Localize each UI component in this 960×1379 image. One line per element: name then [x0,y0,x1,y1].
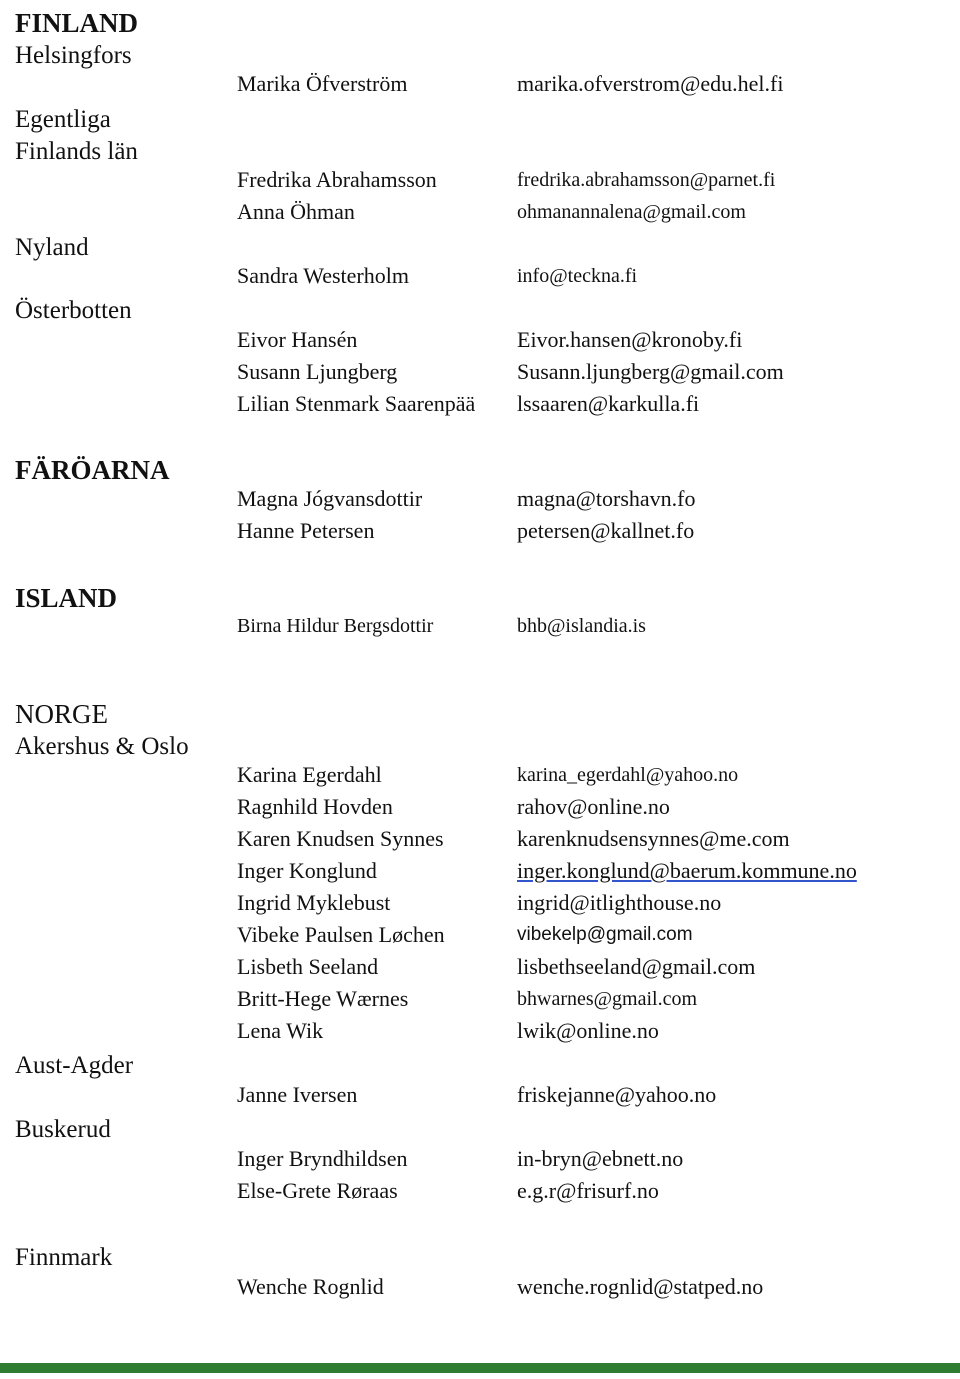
contact-name: Sandra Westerholm [237,263,409,288]
contact-name: Anna Öhman [237,199,355,224]
contact-email[interactable]: karina_egerdahl@yahoo.no [517,764,739,786]
country-heading-iceland: ISLAND [15,583,118,613]
contact-email[interactable]: e.g.r@frisurf.no [517,1178,659,1203]
contact-name: Eivor Hansén [237,327,358,352]
region-label: Egentliga [15,106,111,133]
region-label: Österbotten [15,297,132,324]
contact-email[interactable]: petersen@kallnet.fo [517,518,695,543]
region-label: Akershus & Oslo [15,733,189,760]
contact-name: Else-Grete Røraas [237,1178,398,1203]
contact-name: Inger Bryndhildsen [237,1146,408,1171]
contact-email[interactable]: lisbethseeland@gmail.com [517,954,756,979]
contact-email[interactable]: vibekelp@gmail.com [517,924,693,945]
country-heading-faroes: FÄRÖARNA [15,455,170,485]
contact-name: Britt-Hege Wærnes [237,986,409,1011]
contact-name: Lisbeth Seeland [237,954,379,979]
region-label: Buskerud [15,1116,111,1143]
contact-name: Hanne Petersen [237,518,375,543]
contact-email[interactable]: rahov@online.no [517,794,670,819]
contact-email[interactable]: in-bryn@ebnett.no [517,1146,684,1171]
contact-email[interactable]: wenche.rognlid@statped.no [517,1274,764,1299]
region-label: Nyland [15,234,89,261]
contact-email[interactable]: ohmanannalena@gmail.com [517,201,746,223]
contact-name: Karen Knudsen Synnes [237,826,444,851]
contact-email[interactable]: bhwarnes@gmail.com [517,988,698,1010]
contact-email[interactable]: lwik@online.no [517,1018,659,1043]
contact-email[interactable]: bhb@islandia.is [517,615,646,637]
contact-name: Inger Konglund [237,858,377,883]
contact-name: Marika Öfverström [237,71,408,96]
contact-email[interactable]: fredrika.abrahamsson@parnet.fi [517,169,776,191]
contact-name: Ingrid Myklebust [237,890,391,915]
region-label: Finlands län [15,138,138,165]
region-label: Finnmark [15,1244,113,1271]
contact-name: Ragnhild Hovden [237,794,393,819]
contact-email[interactable]: karenknudsensynnes@me.com [517,826,790,851]
contact-email[interactable]: Eivor.hansen@kronoby.fi [517,327,743,352]
region-label: Helsingfors [15,42,132,69]
contact-name: Vibeke Paulsen Løchen [237,922,445,947]
contact-email[interactable]: inger.konglund@baerum.kommune.no [517,858,857,883]
contact-name: Janne Iversen [237,1082,358,1107]
contact-name: Magna Jógvansdottir [237,486,423,511]
contact-name: Birna Hildur Bergsdottir [237,615,434,637]
contact-email[interactable]: ingrid@itlighthouse.no [517,890,722,915]
country-heading-norway: NORGE [15,699,108,729]
contact-name: Susann Ljungberg [237,359,398,384]
contact-name: Lilian Stenmark Saarenpää [237,391,476,416]
contact-email[interactable]: magna@torshavn.fo [517,486,696,511]
contact-email[interactable]: lssaaren@karkulla.fi [517,391,700,416]
country-heading-finland: FINLAND [15,8,139,38]
contact-name: Karina Egerdahl [237,762,382,787]
contact-email[interactable]: Susann.ljungberg@gmail.com [517,359,784,384]
contact-name: Lena Wik [237,1018,324,1043]
contact-email[interactable]: friskejanne@yahoo.no [517,1082,717,1107]
contact-name: Wenche Rognlid [237,1274,384,1299]
region-label: Aust-Agder [15,1052,134,1079]
contact-email[interactable]: marika.ofverstrom@edu.hel.fi [517,71,784,96]
contact-email[interactable]: info@teckna.fi [517,265,638,287]
contact-name: Fredrika Abrahamsson [237,167,437,192]
bottom-divider [0,1363,960,1373]
